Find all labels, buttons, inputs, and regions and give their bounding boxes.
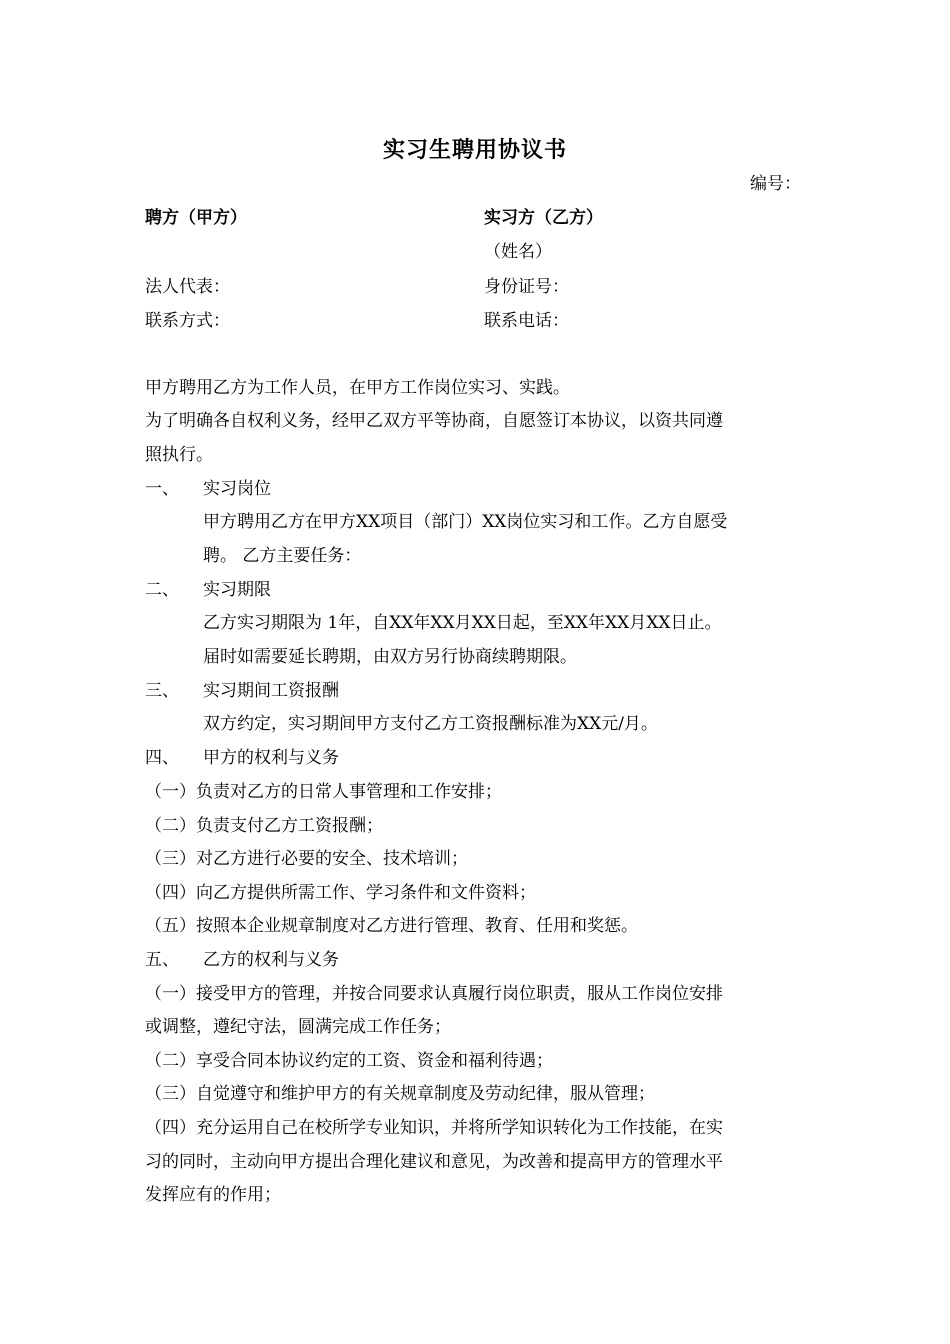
- list-item: （三）对乙方进行必要的安全、技术培训；: [145, 849, 468, 869]
- section-number: 五、: [145, 950, 179, 970]
- list-item: 习的同时，主动向甲方提出合理化建议和意见，为改善和提高甲方的管理水平: [145, 1152, 723, 1172]
- list-item: （一）负责对乙方的日常人事管理和工作安排；: [145, 782, 502, 802]
- party-b-phone-label: 联系电话：: [484, 311, 569, 331]
- section-paragraph-line: 乙方实习期限为 1年，自XX年XX月XX日起，至XX年XX月XX日止。: [203, 613, 722, 633]
- section-paragraph-line: 届时如需要延长聘期，由双方另行协商续聘期限。: [203, 647, 577, 667]
- section-heading: 甲方的权利与义务: [203, 748, 339, 768]
- section-heading: 实习期限: [203, 580, 271, 600]
- section-paragraph-line: 甲方聘用乙方在甲方XX项目（部门）XX岗位实习和工作。乙方自愿受: [203, 512, 728, 532]
- document-title: 实习生聘用协议书: [382, 137, 567, 163]
- section-heading: 实习期间工资报酬: [203, 681, 339, 701]
- list-item: （五）按照本企业规章制度对乙方进行管理、教育、任用和奖惩。: [145, 916, 638, 936]
- list-item: （二）负责支付乙方工资报酬；: [145, 816, 383, 836]
- intro-line: 照执行。: [145, 445, 213, 465]
- party-a-contact-label: 联系方式：: [145, 311, 230, 331]
- list-item: 或调整，遵纪守法，圆满完成工作任务；: [145, 1017, 451, 1037]
- section-number: 一、: [145, 479, 179, 499]
- list-item: （四）向乙方提供所需工作、学习条件和文件资料；: [145, 883, 536, 903]
- section-number: 二、: [145, 580, 179, 600]
- id-number-label: 身份证号：: [484, 277, 569, 297]
- serial-number-label: 编号：: [750, 174, 801, 194]
- legal-representative-label: 法人代表：: [145, 277, 230, 297]
- section-heading: 实习岗位: [203, 479, 271, 499]
- intro-line: 为了明确各自权利义务，经甲乙双方平等协商，自愿签订本协议，以资共同遵: [145, 411, 723, 431]
- section-number: 三、: [145, 681, 179, 701]
- list-item: （二）享受合同本协议约定的工资、资金和福利待遇；: [145, 1051, 553, 1071]
- list-item: （三）自觉遵守和维护甲方的有关规章制度及劳动纪律，服从管理；: [145, 1084, 655, 1104]
- section-paragraph-line: 双方约定，实习期间甲方支付乙方工资报酬标准为XX元/月。: [203, 714, 658, 734]
- list-item: （一）接受甲方的管理，并按合同要求认真履行岗位职责，服从工作岗位安排: [145, 984, 723, 1004]
- section-paragraph-line: 聘。 乙方主要任务：: [203, 546, 362, 566]
- list-item: 发挥应有的作用；: [145, 1185, 281, 1205]
- list-item: （四）充分运用自己在校所学专业知识，并将所学知识转化为工作技能，在实: [145, 1118, 723, 1138]
- party-b-heading: 实习方（乙方）: [484, 208, 603, 228]
- party-a-heading: 聘方（甲方）: [145, 208, 247, 228]
- intro-line: 甲方聘用乙方为工作人员，在甲方工作岗位实习、实践。: [145, 378, 570, 398]
- section-heading: 乙方的权利与义务: [203, 950, 339, 970]
- party-b-name-hint: （姓名）: [484, 242, 552, 262]
- section-number: 四、: [145, 748, 179, 768]
